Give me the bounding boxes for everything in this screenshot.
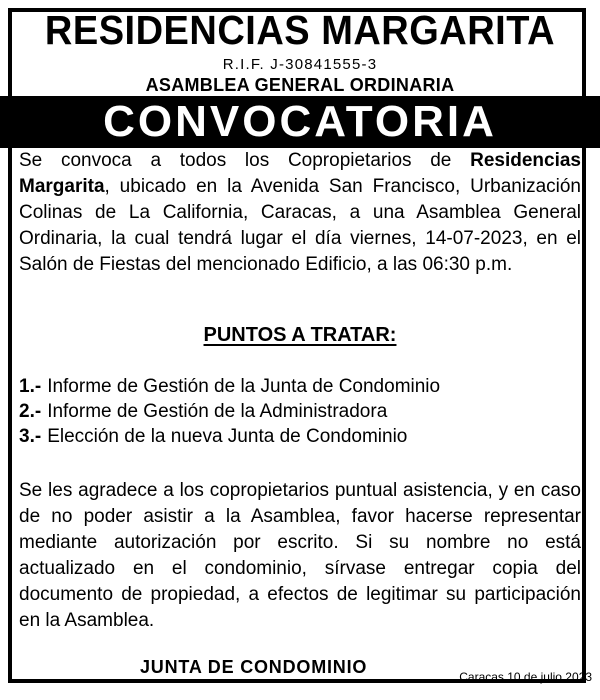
rif-number: R.I.F. J-30841555-3 <box>222 56 378 73</box>
intro-text-end: , ubicado en la Avenida San Francisco, Urbanización Colinas de La California, Caracas, a una Asamblea General Ordinaria, la cual tendrá lugar el día viernes, 14-07-2023, en el Salón de Fiestas del mencionado Edificio, a las 06:30 p.m. <box>19 176 581 275</box>
publication-date: Caracas,10 de julio 2023 <box>459 670 592 684</box>
agenda-heading: PUNTOS A TRATAR: <box>203 324 397 346</box>
intro-text-start: Se convoca a todos los Copropietarios de <box>19 150 471 171</box>
convocatoria-banner: CONVOCATORIA <box>0 96 600 148</box>
agenda-item <box>19 424 440 449</box>
assembly-type: ASAMBLEA GENERAL ORDINARIA <box>145 75 455 95</box>
intro-paragraph <box>19 148 581 278</box>
agenda-item-text: Informe de Gestión de la Administradora <box>47 401 388 422</box>
building-title: RESIDENCIAS MARGARITA <box>44 8 556 54</box>
building-name: Residencias Margarita <box>19 150 581 197</box>
agenda-item <box>19 374 440 399</box>
agenda-list <box>19 374 440 449</box>
signature: JUNTA DE CONDOMINIO <box>140 657 368 677</box>
agenda-item-number: 1.- <box>19 376 42 397</box>
agenda-item <box>19 399 440 424</box>
agenda-item-text: Informe de Gestión de la Junta de Condominio <box>47 376 441 397</box>
agenda-item-number: 3.- <box>19 426 42 447</box>
closing-paragraph: Se les agradece a los copropietarios puntual asistencia, y en caso de no poder asistir a la Asamblea, favor hacerse representar mediante autorización por escrito. Si su nombre no está actualizado en el condominio, sírvase entregar copia del documento de propiedad, a efectos de legitimar su participación en la Asamblea. <box>19 480 581 631</box>
agenda-item-text: Elección de la nueva Junta de Condominio <box>47 426 408 447</box>
agenda-item-number: 2.- <box>19 401 42 422</box>
